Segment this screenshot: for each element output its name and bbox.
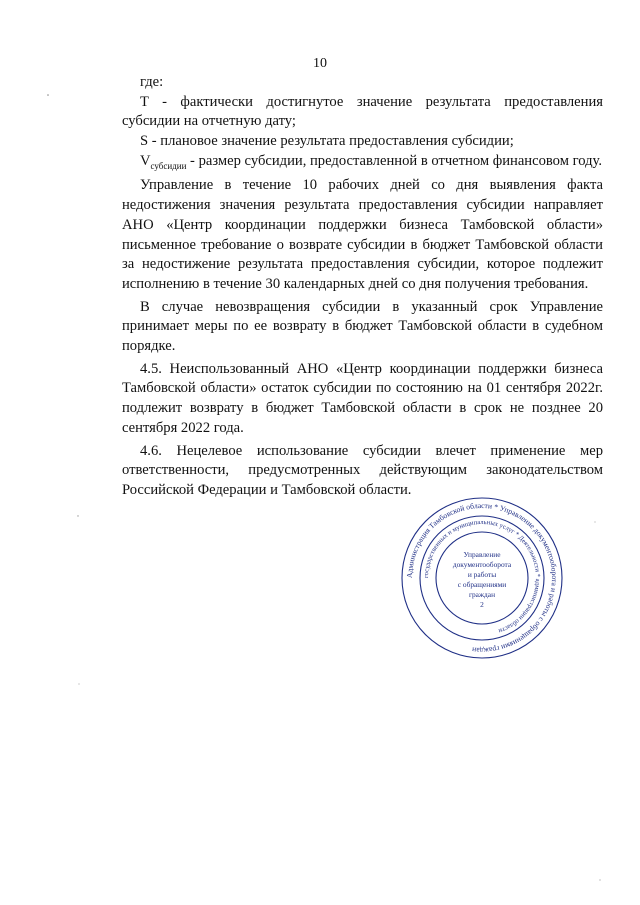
seal-outer-text: Администрация Тамбовской области * Управление документооборота и работы с обращениями граждан [404,500,560,656]
paragraph-s-definition: S - плановое значение результата предоставления субсидии; [140,133,514,150]
seal-inner-text: государственных и муниципальных услуг * Деятельности * администрации области [422,518,542,635]
seal-center-line-5: граждан [468,590,496,599]
v-subscript: субсидии [150,160,187,171]
seal-center-line-4: с обращениями [457,580,507,589]
paragraph-upravlenie: Управление в течение 10 рабочих дней со дня выявления факта недостижения значения результата предоставления субсидии направляет АНО «Центр координации поддержки бизнеса Тамбовской области» письменное требование о возврате субсидии в бюджет Тамбовской области за недостижение результата предоставления субсидии, которое подлежит исполнению в течение 30 календарных дней со дня получения требования. [122,177,603,292]
paragraph-4-5: 4.5. Неиспользованный АНО «Центр координации поддержки бизнеса Тамбовской области» остаток субсидии по состоянию на 01 сентября 2022г. подлежит возврату в бюджет Тамбовской области в срок не позднее 20 сентября 2022 года. [122,360,603,436]
seal-number: 2 [480,600,484,609]
paragraph-4-6: 4.6. Нецелевое использование субсидии влечет применение мер ответственности, предусмотренных действующим законодательством Российской Федерации и Тамбовской области. [122,442,603,498]
seal-center-line-2: документооборота [452,560,512,569]
document-body [122,73,603,501]
page-number: 10 [313,56,327,71]
paragraph-v-definition [122,152,603,177]
paragraph-gde: где: [140,74,164,90]
official-seal-stamp [399,495,565,661]
paragraph-t-definition: T - фактически достигнутое значение результата предоставления субсидии на отчетную дату; [122,93,603,130]
paragraph-sluchae: В случае невозвращения субсидии в указанный срок Управление принимает меры по ее возврату в бюджет Тамбовской области в судебном порядке. [122,298,603,355]
v-symbol: V [140,152,151,169]
seal-center-line-1: Управление [463,550,501,559]
seal-center-line-3: и работы [467,570,497,579]
v-definition-text: - размер субсидии, предоставленной в отчетном финансовом году. [186,152,602,169]
seal-graphic [399,495,565,661]
